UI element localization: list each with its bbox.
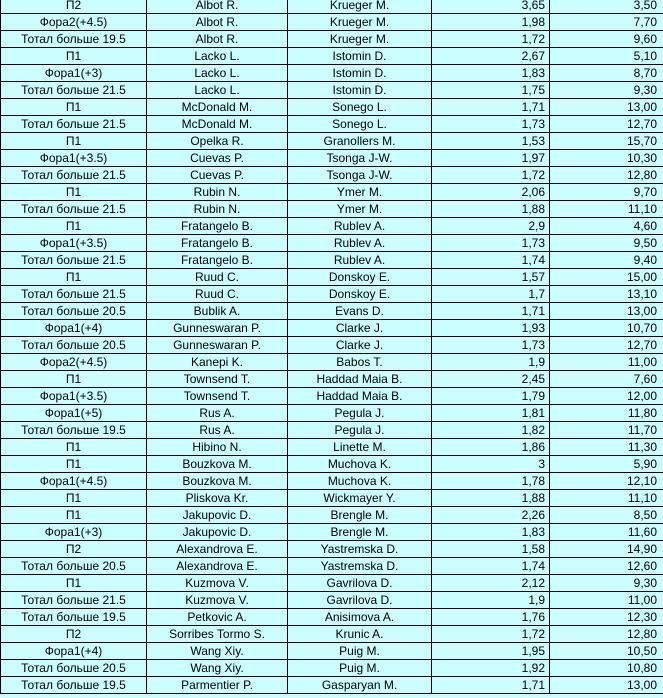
value-cell: 4,60 xyxy=(550,218,663,235)
value-cell: 13,00 xyxy=(550,303,663,320)
player2-cell: Tsonga J-W. xyxy=(288,150,432,167)
player2-cell: Gavrilova D. xyxy=(288,575,432,592)
table-row xyxy=(1,490,663,507)
odds-cell: 1,86 xyxy=(432,439,550,456)
table-row xyxy=(1,354,663,371)
player1-cell: Kuzmova V. xyxy=(147,592,288,609)
player2-cell: Krueger M. xyxy=(288,14,432,31)
player1-cell: Sorribes Tormo S. xyxy=(147,626,288,643)
player1-cell: Townsend T. xyxy=(147,388,288,405)
player1-cell: Albot R. xyxy=(147,14,288,31)
player1-cell: Wang Xiy. xyxy=(147,660,288,677)
player1-cell: Jakupovic D. xyxy=(147,507,288,524)
player2-cell: Donskoy E. xyxy=(288,269,432,286)
bet-type-cell: Тотал больше 21.5 xyxy=(1,592,147,609)
table-row xyxy=(1,320,663,337)
table-row xyxy=(1,235,663,252)
odds-cell: 2,9 xyxy=(432,218,550,235)
player2-cell: Krueger M. xyxy=(288,31,432,48)
player1-cell: Petkovic A. xyxy=(147,609,288,626)
player1-cell: McDonald M. xyxy=(147,116,288,133)
player2-cell: Ymer M. xyxy=(288,201,432,218)
value-cell: 9,70 xyxy=(550,184,663,201)
player1-cell: Albot R. xyxy=(147,0,288,14)
player2-cell: Puig M. xyxy=(288,643,432,660)
bet-type-cell: Тотал больше 21.5 xyxy=(1,286,147,303)
bet-type-cell: Фора1(+3) xyxy=(1,65,147,82)
value-cell: 12,70 xyxy=(550,116,663,133)
odds-cell: 1,71 xyxy=(432,99,550,116)
player2-cell: Clarke J. xyxy=(288,337,432,354)
value-cell: 10,30 xyxy=(550,150,663,167)
bet-type-cell: Фора1(+5) xyxy=(1,405,147,422)
value-cell: 13,10 xyxy=(550,286,663,303)
player1-cell: Hibino N. xyxy=(147,439,288,456)
table-row xyxy=(1,184,663,201)
odds-cell: 1,83 xyxy=(432,65,550,82)
player2-cell: Clarke J. xyxy=(288,320,432,337)
player1-cell: McDonald M. xyxy=(147,99,288,116)
odds-cell: 1,9 xyxy=(432,592,550,609)
bet-type-cell: Фора1(+3) xyxy=(1,524,147,541)
player1-cell: Albot R. xyxy=(147,31,288,48)
odds-cell: 1,72 xyxy=(432,31,550,48)
bet-type-cell: П1 xyxy=(1,490,147,507)
player1-cell: Opelka R. xyxy=(147,133,288,150)
odds-cell: 2,12 xyxy=(432,575,550,592)
value-cell: 12,70 xyxy=(550,337,663,354)
value-cell: 12,10 xyxy=(550,473,663,490)
bet-type-cell: П1 xyxy=(1,575,147,592)
player1-cell: Parmentier P. xyxy=(147,677,288,694)
value-cell: 11,00 xyxy=(550,354,663,371)
odds-cell: 1,71 xyxy=(432,303,550,320)
table-row xyxy=(1,337,663,354)
bet-type-cell: Тотал больше 20.5 xyxy=(1,337,147,354)
value-cell: 9,40 xyxy=(550,252,663,269)
value-cell: 12,80 xyxy=(550,167,663,184)
player2-cell: Sonego L. xyxy=(288,116,432,133)
odds-cell: 1,88 xyxy=(432,490,550,507)
player2-cell: Haddad Maia B. xyxy=(288,388,432,405)
bet-type-cell: П1 xyxy=(1,371,147,388)
table-row xyxy=(1,0,663,14)
value-cell: 12,60 xyxy=(550,558,663,575)
player2-cell: Ymer M. xyxy=(288,184,432,201)
player1-cell: Ruud C. xyxy=(147,286,288,303)
bet-type-cell: П1 xyxy=(1,218,147,235)
player2-cell: Istomin D. xyxy=(288,82,432,99)
table-row xyxy=(1,626,663,643)
bet-type-cell: Тотал больше 21.5 xyxy=(1,116,147,133)
player2-cell: Rublev A. xyxy=(288,235,432,252)
player2-cell: Yastremska D. xyxy=(288,541,432,558)
value-cell: 14,90 xyxy=(550,541,663,558)
player2-cell: Muchova K. xyxy=(288,456,432,473)
odds-cell: 1,58 xyxy=(432,541,550,558)
player1-cell: Ruud C. xyxy=(147,269,288,286)
table-row xyxy=(1,609,663,626)
bet-type-cell: П1 xyxy=(1,507,147,524)
odds-cell: 1,81 xyxy=(432,405,550,422)
table-row xyxy=(1,541,663,558)
table-row xyxy=(1,558,663,575)
odds-cell: 1,7 xyxy=(432,286,550,303)
bet-type-cell: П2 xyxy=(1,626,147,643)
value-cell: 10,50 xyxy=(550,643,663,660)
odds-cell: 2,45 xyxy=(432,371,550,388)
player2-cell: Istomin D. xyxy=(288,65,432,82)
bet-type-cell: Фора1(+4) xyxy=(1,643,147,660)
player2-cell: Donskoy E. xyxy=(288,286,432,303)
bet-type-cell: Тотал больше 21.5 xyxy=(1,82,147,99)
player1-cell: Fratangelo B. xyxy=(147,235,288,252)
odds-cell: 1,79 xyxy=(432,388,550,405)
player1-cell: Alexandrova E. xyxy=(147,541,288,558)
player1-cell: Rubin N. xyxy=(147,201,288,218)
value-cell: 11,10 xyxy=(550,201,663,218)
player2-cell: Puig M. xyxy=(288,660,432,677)
player1-cell: Wang Xiy. xyxy=(147,643,288,660)
player2-cell: Granollers M. xyxy=(288,133,432,150)
odds-cell: 1,75 xyxy=(432,82,550,99)
bet-type-cell: П2 xyxy=(1,541,147,558)
value-cell: 11,10 xyxy=(550,490,663,507)
value-cell: 11,70 xyxy=(550,422,663,439)
bet-type-cell: П1 xyxy=(1,439,147,456)
bet-type-cell: Тотал больше 19.5 xyxy=(1,677,147,694)
table-row xyxy=(1,303,663,320)
bet-type-cell: П1 xyxy=(1,99,147,116)
player1-cell: Jakupovic D. xyxy=(147,524,288,541)
value-cell: 13,00 xyxy=(550,99,663,116)
table-row xyxy=(1,99,663,116)
odds-cell: 1,95 xyxy=(432,643,550,660)
odds-cell: 1,76 xyxy=(432,609,550,626)
player1-cell: Bublik A. xyxy=(147,303,288,320)
odds-cell: 1,72 xyxy=(432,626,550,643)
odds-cell: 1,57 xyxy=(432,269,550,286)
table-row xyxy=(1,507,663,524)
player2-cell: Pegula J. xyxy=(288,422,432,439)
value-cell: 12,30 xyxy=(550,609,663,626)
odds-cell: 1,73 xyxy=(432,235,550,252)
player1-cell: Alexandrova E. xyxy=(147,558,288,575)
table-row xyxy=(1,116,663,133)
table-row xyxy=(1,456,663,473)
bet-type-cell: Тотал больше 20.5 xyxy=(1,558,147,575)
player2-cell: Rublev A. xyxy=(288,252,432,269)
player2-cell: Linette M. xyxy=(288,439,432,456)
bet-type-cell: Тотал больше 20.5 xyxy=(1,303,147,320)
odds-cell: 1,74 xyxy=(432,252,550,269)
bet-type-cell: П1 xyxy=(1,133,147,150)
value-cell: 12,80 xyxy=(550,626,663,643)
table-row xyxy=(1,524,663,541)
table-row xyxy=(1,439,663,456)
value-cell: 10,80 xyxy=(550,660,663,677)
bet-type-cell: П1 xyxy=(1,269,147,286)
bet-type-cell: Фора2(+4.5) xyxy=(1,14,147,31)
player2-cell: Wickmayer Y. xyxy=(288,490,432,507)
table-row xyxy=(1,48,663,65)
odds-cell: 1,72 xyxy=(432,167,550,184)
odds-cell: 1,74 xyxy=(432,558,550,575)
value-cell: 7,70 xyxy=(550,14,663,31)
odds-cell: 1,73 xyxy=(432,116,550,133)
odds-cell: 1,9 xyxy=(432,354,550,371)
table-row xyxy=(1,371,663,388)
table-row xyxy=(1,14,663,31)
table-row xyxy=(1,201,663,218)
player2-cell: Anisimova A. xyxy=(288,609,432,626)
table-row xyxy=(1,82,663,99)
table-row xyxy=(1,252,663,269)
player1-cell: Kuzmova V. xyxy=(147,575,288,592)
bet-type-cell: Фора1(+3.5) xyxy=(1,235,147,252)
player2-cell: Haddad Maia B. xyxy=(288,371,432,388)
table-row xyxy=(1,286,663,303)
player2-cell: Yastremska D. xyxy=(288,558,432,575)
bet-type-cell: П2 xyxy=(1,0,147,14)
bet-type-cell: Тотал больше 20.5 xyxy=(1,660,147,677)
table-row xyxy=(1,592,663,609)
bet-type-cell: Тотал больше 21.5 xyxy=(1,201,147,218)
odds-cell: 1,82 xyxy=(432,422,550,439)
bet-type-cell: Тотал больше 19.5 xyxy=(1,422,147,439)
bet-type-cell: Тотал больше 21.5 xyxy=(1,252,147,269)
bet-type-cell: П1 xyxy=(1,48,147,65)
odds-cell: 1,73 xyxy=(432,337,550,354)
value-cell: 9,60 xyxy=(550,31,663,48)
table-row xyxy=(1,422,663,439)
value-cell: 3,50 xyxy=(550,0,663,14)
bet-type-cell: Тотал больше 19.5 xyxy=(1,609,147,626)
player1-cell: Rus A. xyxy=(147,405,288,422)
bet-type-cell: Фора1(+4.5) xyxy=(1,473,147,490)
player1-cell: Gunneswaran P. xyxy=(147,337,288,354)
value-cell: 8,50 xyxy=(550,507,663,524)
table-row xyxy=(1,150,663,167)
player1-cell: Lacko L. xyxy=(147,82,288,99)
table-row xyxy=(1,643,663,660)
odds-cell: 3,65 xyxy=(432,0,550,14)
player1-cell: Pliskova Kr. xyxy=(147,490,288,507)
value-cell: 11,80 xyxy=(550,405,663,422)
value-cell: 8,70 xyxy=(550,65,663,82)
odds-cell: 1,92 xyxy=(432,660,550,677)
odds-cell: 1,78 xyxy=(432,473,550,490)
table-row xyxy=(1,388,663,405)
value-cell: 13,00 xyxy=(550,677,663,694)
value-cell: 15,70 xyxy=(550,133,663,150)
bet-type-cell: Фора2(+4.5) xyxy=(1,354,147,371)
player1-cell: Lacko L. xyxy=(147,65,288,82)
odds-cell: 1,53 xyxy=(432,133,550,150)
player2-cell: Gasparyan M. xyxy=(288,677,432,694)
player2-cell: Krunic A. xyxy=(288,626,432,643)
player2-cell: Evans D. xyxy=(288,303,432,320)
odds-cell: 1,97 xyxy=(432,150,550,167)
player1-cell: Cuevas P. xyxy=(147,150,288,167)
value-cell: 11,60 xyxy=(550,524,663,541)
player1-cell: Lacko L. xyxy=(147,48,288,65)
player2-cell: Rublev A. xyxy=(288,218,432,235)
odds-cell: 1,71 xyxy=(432,677,550,694)
bet-type-cell: Фора1(+4) xyxy=(1,320,147,337)
odds-cell: 3 xyxy=(432,456,550,473)
value-cell: 9,30 xyxy=(550,82,663,99)
value-cell: 15,00 xyxy=(550,269,663,286)
value-cell: 5,90 xyxy=(550,456,663,473)
player1-cell: Townsend T. xyxy=(147,371,288,388)
value-cell: 11,30 xyxy=(550,439,663,456)
odds-cell: 1,98 xyxy=(432,14,550,31)
table-row xyxy=(1,677,663,694)
player1-cell: Fratangelo B. xyxy=(147,218,288,235)
value-cell: 9,50 xyxy=(550,235,663,252)
table-row xyxy=(1,218,663,235)
bet-type-cell: П1 xyxy=(1,456,147,473)
player2-cell: Tsonga J-W. xyxy=(288,167,432,184)
odds-cell: 2,06 xyxy=(432,184,550,201)
value-cell: 5,10 xyxy=(550,48,663,65)
player2-cell: Pegula J. xyxy=(288,405,432,422)
value-cell: 11,00 xyxy=(550,592,663,609)
player2-cell: Krueger M. xyxy=(288,0,432,14)
table-row xyxy=(1,31,663,48)
table-row xyxy=(1,405,663,422)
bets-table-body xyxy=(1,0,663,694)
bet-type-cell: Тотал больше 19.5 xyxy=(1,31,147,48)
bet-type-cell: Фора1(+3.5) xyxy=(1,388,147,405)
player1-cell: Bouzkova M. xyxy=(147,473,288,490)
player2-cell: Brengle M. xyxy=(288,507,432,524)
bet-type-cell: Фора1(+3.5) xyxy=(1,150,147,167)
player2-cell: Gavrilova D. xyxy=(288,592,432,609)
table-row xyxy=(1,65,663,82)
player1-cell: Gunneswaran P. xyxy=(147,320,288,337)
player2-cell: Babos T. xyxy=(288,354,432,371)
player1-cell: Rus A. xyxy=(147,422,288,439)
table-row xyxy=(1,575,663,592)
table-row xyxy=(1,269,663,286)
player2-cell: Sonego L. xyxy=(288,99,432,116)
table-row xyxy=(1,167,663,184)
player2-cell: Istomin D. xyxy=(288,48,432,65)
odds-cell: 2,26 xyxy=(432,507,550,524)
table-row xyxy=(1,473,663,490)
table-row xyxy=(1,133,663,150)
player1-cell: Cuevas P. xyxy=(147,167,288,184)
bet-type-cell: П1 xyxy=(1,184,147,201)
player1-cell: Kanepi K. xyxy=(147,354,288,371)
table-row xyxy=(1,660,663,677)
value-cell: 9,30 xyxy=(550,575,663,592)
player1-cell: Bouzkova M. xyxy=(147,456,288,473)
odds-cell: 1,88 xyxy=(432,201,550,218)
odds-cell: 2,67 xyxy=(432,48,550,65)
player1-cell: Rubin N. xyxy=(147,184,288,201)
odds-cell: 1,93 xyxy=(432,320,550,337)
value-cell: 10,70 xyxy=(550,320,663,337)
odds-cell: 1,83 xyxy=(432,524,550,541)
bet-type-cell: Тотал больше 21.5 xyxy=(1,167,147,184)
value-cell: 12,00 xyxy=(550,388,663,405)
player1-cell: Fratangelo B. xyxy=(147,252,288,269)
player2-cell: Muchova K. xyxy=(288,473,432,490)
value-cell: 7,60 xyxy=(550,371,663,388)
player2-cell: Brengle M. xyxy=(288,524,432,541)
